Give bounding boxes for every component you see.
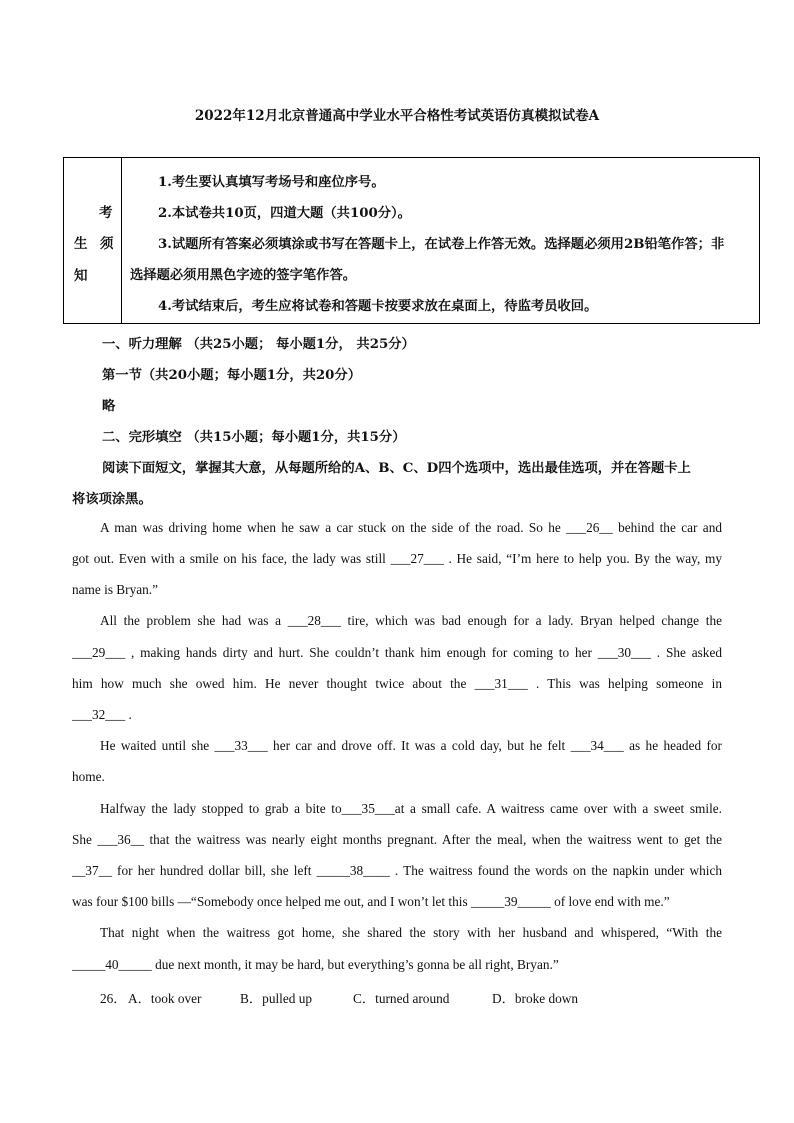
notice-box-divider [121, 157, 122, 324]
notice-item-3: 3.试题所有答案必须填涂或书写在答题卡上，在试卷上作答无效。选择题必须用2B铅笔作答；非 [158, 237, 725, 252]
notice-label-sheng: 生 [74, 236, 88, 252]
question-26-option-d: D．broke down [492, 991, 579, 1006]
question-26-option-b: B．pulled up [240, 991, 313, 1006]
passage-line: ___29___ , making hands dirty and hurt. She couldn’t thank him enough for coming to her ___30___ . She asked [72, 645, 722, 660]
passage-line: __37__ for her hundred dollar bill, she left _____38____ . The waitress found the words on the napkin under which [72, 863, 722, 878]
notice-label-kao: 考 [99, 205, 113, 221]
passage-line: ___32___ . [72, 707, 132, 722]
question-26-option-c: C．turned around [353, 991, 450, 1006]
passage-line: him how much she owed him. He never thought twice about the ___31___ . This was helping someone in [72, 676, 722, 691]
section1-heading: 一、听力理解 （共25小题； 每小题1分， 共25分） [102, 337, 415, 352]
question-26-option-a: A．took over [128, 991, 202, 1006]
page-title: 2022年12月北京普通高中学业水平合格性考试英语仿真模拟试卷A [194, 108, 600, 124]
passage-line: A man was driving home when he saw a car stuck on the side of the road. So he ___26__ behind the car and [100, 520, 722, 535]
section2-heading: 二、完形填空 （共15小题；每小题1分，共15分） [102, 430, 406, 445]
notice-item-4: 4.考试结束后，考生应将试卷和答题卡按要求放在桌面上，待监考员收回。 [158, 299, 598, 314]
section2-instruction-2: 将该项涂黑。 [72, 492, 152, 507]
section1-part: 第一节（共20小题；每小题1分，共20分） [102, 368, 362, 383]
passage-line: got out. Even with a smile on his face, the lady was still ___27___ . He said, “I’m here to help you. By the way, my [72, 551, 722, 566]
notice-label-zhi: 知 [74, 268, 88, 284]
notice-item-1: 1.考生要认真填写考场号和座位序号。 [158, 175, 385, 190]
passage-line: name is Bryan.” [72, 582, 159, 597]
notice-item-2: 2.本试卷共10页，四道大题（共100分）。 [158, 206, 411, 221]
notice-label-xu: 须 [100, 236, 114, 252]
passage-line: _____40_____ due next month, it may be hard, but everything’s gonna be all right, Bryan.” [72, 957, 559, 972]
passage-line: Halfway the lady stopped to grab a bite to___35___at a small cafe. A waitress came over with a sweet smile. [100, 801, 722, 816]
passage-line: She ___36__ that the waitress was nearly eight months pregnant. After the meal, when the waitress went to get the [72, 832, 722, 847]
question-26-number: 26． [100, 991, 127, 1006]
passage-line: That night when the waitress got home, she shared the story with her husband and whispered, “With the [100, 925, 722, 940]
passage-line: home. [72, 769, 105, 784]
passage-line: All the problem she had was a ___28___ tire, which was bad enough for a lady. Bryan helped change the [100, 613, 722, 628]
section2-instruction-1: 阅读下面短文，掌握其大意，从每题所给的A、B、C、D四个选项中，选出最佳选项，并在答题卡上 [102, 461, 691, 476]
notice-item-3-cont: 选择题必须用黑色字迹的签字笔作答。 [130, 268, 357, 283]
section1-omitted: 略 [102, 399, 116, 414]
passage-line: He waited until she ___33___ her car and drove off. It was a cold day, but he felt ___34___ as he headed for [100, 738, 722, 753]
passage-line: was four $100 bills —“Somebody once helped me out, and I won’t let this _____39_____ of love end with me.” [72, 894, 670, 909]
